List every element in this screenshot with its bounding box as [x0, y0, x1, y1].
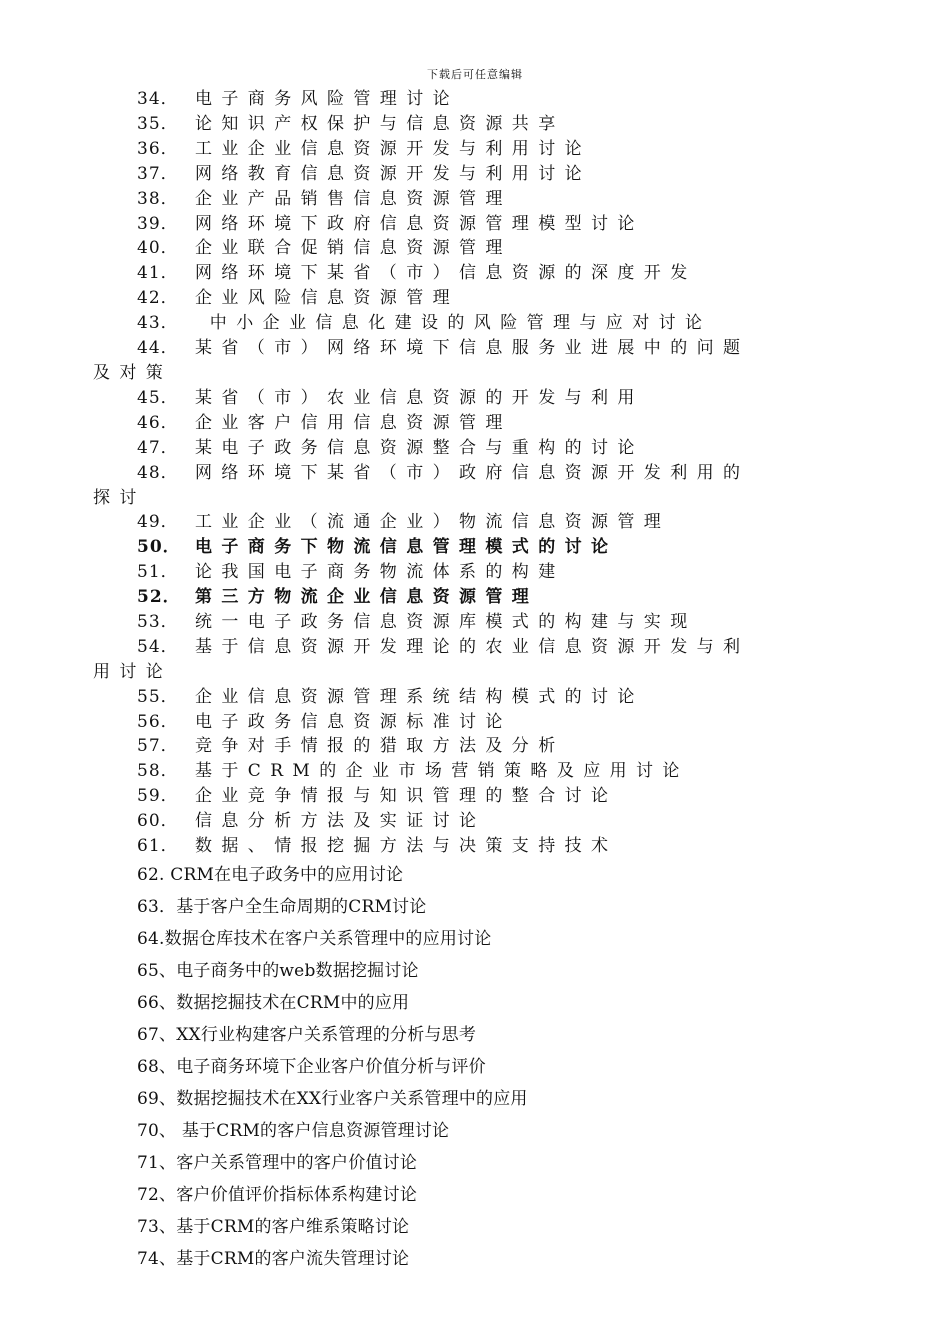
topic-number: 43．	[137, 313, 179, 334]
topic-item	[137, 707, 512, 732]
topic-item-plain: 67、XX行业构建客户关系管理的分析与思考	[137, 1025, 477, 1045]
topic-item-plain: 72、客户价值评价指标体系构建讨论	[137, 1185, 418, 1205]
topic-item	[93, 632, 849, 682]
topic-number: 54．	[137, 636, 179, 657]
topic-item	[137, 781, 617, 806]
topic-text: 基于CRM的企业市场营销策略及应用讨论	[195, 761, 689, 782]
topic-item	[137, 233, 512, 258]
topic-text: 电子政务信息资源标准讨论	[195, 711, 512, 732]
topic-number: 36．	[137, 138, 179, 159]
topic-item	[137, 557, 565, 582]
topic-item	[137, 308, 711, 333]
topic-item	[137, 383, 644, 408]
topic-number: 53．	[137, 611, 179, 632]
topic-item	[137, 682, 644, 707]
topic-item	[137, 507, 670, 532]
topic-number: 37．	[137, 163, 179, 184]
topic-item-plain: 62. CRM在电子政务中的应用讨论	[137, 865, 404, 885]
topic-number: 48．	[137, 462, 179, 483]
topic-text: 网络环境下某省（市）信息资源的深度开发	[195, 263, 697, 284]
topic-text: 论我国电子商务物流体系的构建	[195, 562, 565, 583]
topic-text: 企业竞争情报与知识管理的整合讨论	[195, 786, 618, 807]
topic-item	[137, 109, 565, 134]
topic-item-plain: 70、 基于CRM的客户信息资源管理讨论	[137, 1121, 450, 1141]
topic-number: 34．	[137, 89, 179, 109]
topic-text: 信息分析方法及实证讨论	[195, 811, 486, 832]
topic-item-plain: 69、数据挖掘技术在XX行业客户关系管理中的应用	[137, 1089, 528, 1109]
topic-item	[137, 806, 485, 831]
topic-item	[137, 159, 591, 184]
topic-item-plain: 63．基于客户全生命周期的CRM讨论	[137, 897, 427, 917]
topic-item-plain: 64.数据仓库技术在客户关系管理中的应用讨论	[137, 929, 492, 949]
topic-item	[137, 756, 689, 781]
topic-text-continuation: 探讨	[93, 487, 146, 508]
topic-text: 企业客户信用信息资源管理	[195, 412, 512, 433]
topic-number: 46．	[137, 412, 179, 433]
topic-text: 统一电子政务信息资源库模式的构建与实现	[195, 611, 697, 632]
topic-text: 电子商务下物流信息管理模式的讨论	[195, 537, 618, 558]
topic-text: 网络教育信息资源开发与利用讨论	[195, 163, 591, 184]
topic-text: 企业风险信息资源管理	[195, 288, 459, 309]
topic-item	[137, 731, 565, 756]
topic-text: 某电子政务信息资源整合与重构的讨论	[195, 437, 644, 458]
topic-text: 企业产品销售信息资源管理	[195, 188, 512, 209]
topic-text: 竞争对手情报的猎取方法及分析	[195, 736, 565, 757]
topic-number: 49．	[137, 512, 179, 533]
topic-number: 55．	[137, 686, 179, 707]
topic-number: 56．	[137, 711, 179, 732]
topic-text: 工业企业信息资源开发与利用讨论	[195, 138, 591, 159]
topic-text-continuation: 及对策	[93, 363, 173, 383]
topic-item-plain: 65、电子商务中的web数据挖掘讨论	[137, 961, 419, 981]
topic-text: 网络环境下某省（市）政府信息资源开发利用的	[195, 462, 750, 483]
topic-item	[137, 532, 617, 557]
topic-number: 35．	[137, 113, 179, 134]
topic-number: 59．	[137, 786, 179, 807]
topic-number: 50．	[137, 537, 181, 558]
topic-text-continuation: 用讨论	[93, 661, 173, 682]
topic-item	[137, 433, 644, 458]
topic-item-plain: 74、基于CRM的客户流失管理讨论	[137, 1249, 410, 1269]
topic-number: 52．	[137, 587, 181, 607]
topic-item	[137, 84, 459, 109]
topic-text: 某省（市）农业信息资源的开发与利用	[195, 387, 644, 408]
topic-number: 57．	[137, 736, 179, 757]
topic-text: 工业企业（流通企业）物流信息资源管理	[195, 512, 671, 533]
topic-item	[137, 582, 538, 607]
topic-number: 51．	[137, 562, 179, 583]
topic-item-plain: 68、电子商务环境下企业客户价值分析与评价	[137, 1057, 486, 1077]
topic-item	[137, 209, 644, 234]
topic-number: 42．	[137, 288, 179, 309]
topic-text: 企业信息资源管理系统结构模式的讨论	[195, 686, 644, 707]
topic-item-plain: 66、数据挖掘技术在CRM中的应用	[137, 993, 410, 1013]
topic-number: 60．	[137, 811, 179, 832]
topic-item	[137, 607, 697, 632]
topic-text: 数据、情报挖掘方法与决策支持技术	[195, 836, 618, 856]
topic-item	[137, 831, 617, 856]
topic-text: 电子商务风险管理讨论	[195, 89, 459, 109]
topic-item	[93, 333, 849, 383]
topic-text: 企业联合促销信息资源管理	[195, 238, 512, 259]
topic-item	[137, 283, 459, 308]
topic-number: 40．	[137, 238, 179, 259]
topic-text: 第三方物流企业信息资源管理	[195, 587, 539, 607]
topic-item-plain: 73、基于CRM的客户维系策略讨论	[137, 1217, 410, 1237]
topic-text: 论知识产权保护与信息资源共享	[195, 113, 565, 134]
topic-text: 某省（市）网络环境下信息服务业进展中的问题	[195, 338, 750, 358]
topic-text: 中小企业信息化建设的风险管理与应对讨论	[195, 313, 712, 334]
topic-number: 47．	[137, 437, 179, 458]
page-header: 下载后可任意编辑	[427, 68, 523, 81]
topic-item	[137, 408, 512, 433]
topic-item	[137, 134, 591, 159]
topic-number: 61．	[137, 836, 179, 856]
topic-item-plain: 71、客户关系管理中的客户价值讨论	[137, 1153, 418, 1173]
topic-item	[93, 458, 849, 508]
topic-number: 41．	[137, 263, 179, 284]
topic-number: 38．	[137, 188, 179, 209]
topic-number: 58．	[137, 761, 179, 782]
topic-item	[137, 258, 697, 283]
topic-text: 网络环境下政府信息资源管理模型讨论	[195, 213, 644, 234]
topic-number: 44．	[137, 338, 179, 358]
topic-number: 45．	[137, 387, 179, 408]
topic-text: 基于信息资源开发理论的农业信息资源开发与利	[195, 636, 750, 657]
topic-number: 39．	[137, 213, 179, 234]
topic-item	[137, 184, 512, 209]
